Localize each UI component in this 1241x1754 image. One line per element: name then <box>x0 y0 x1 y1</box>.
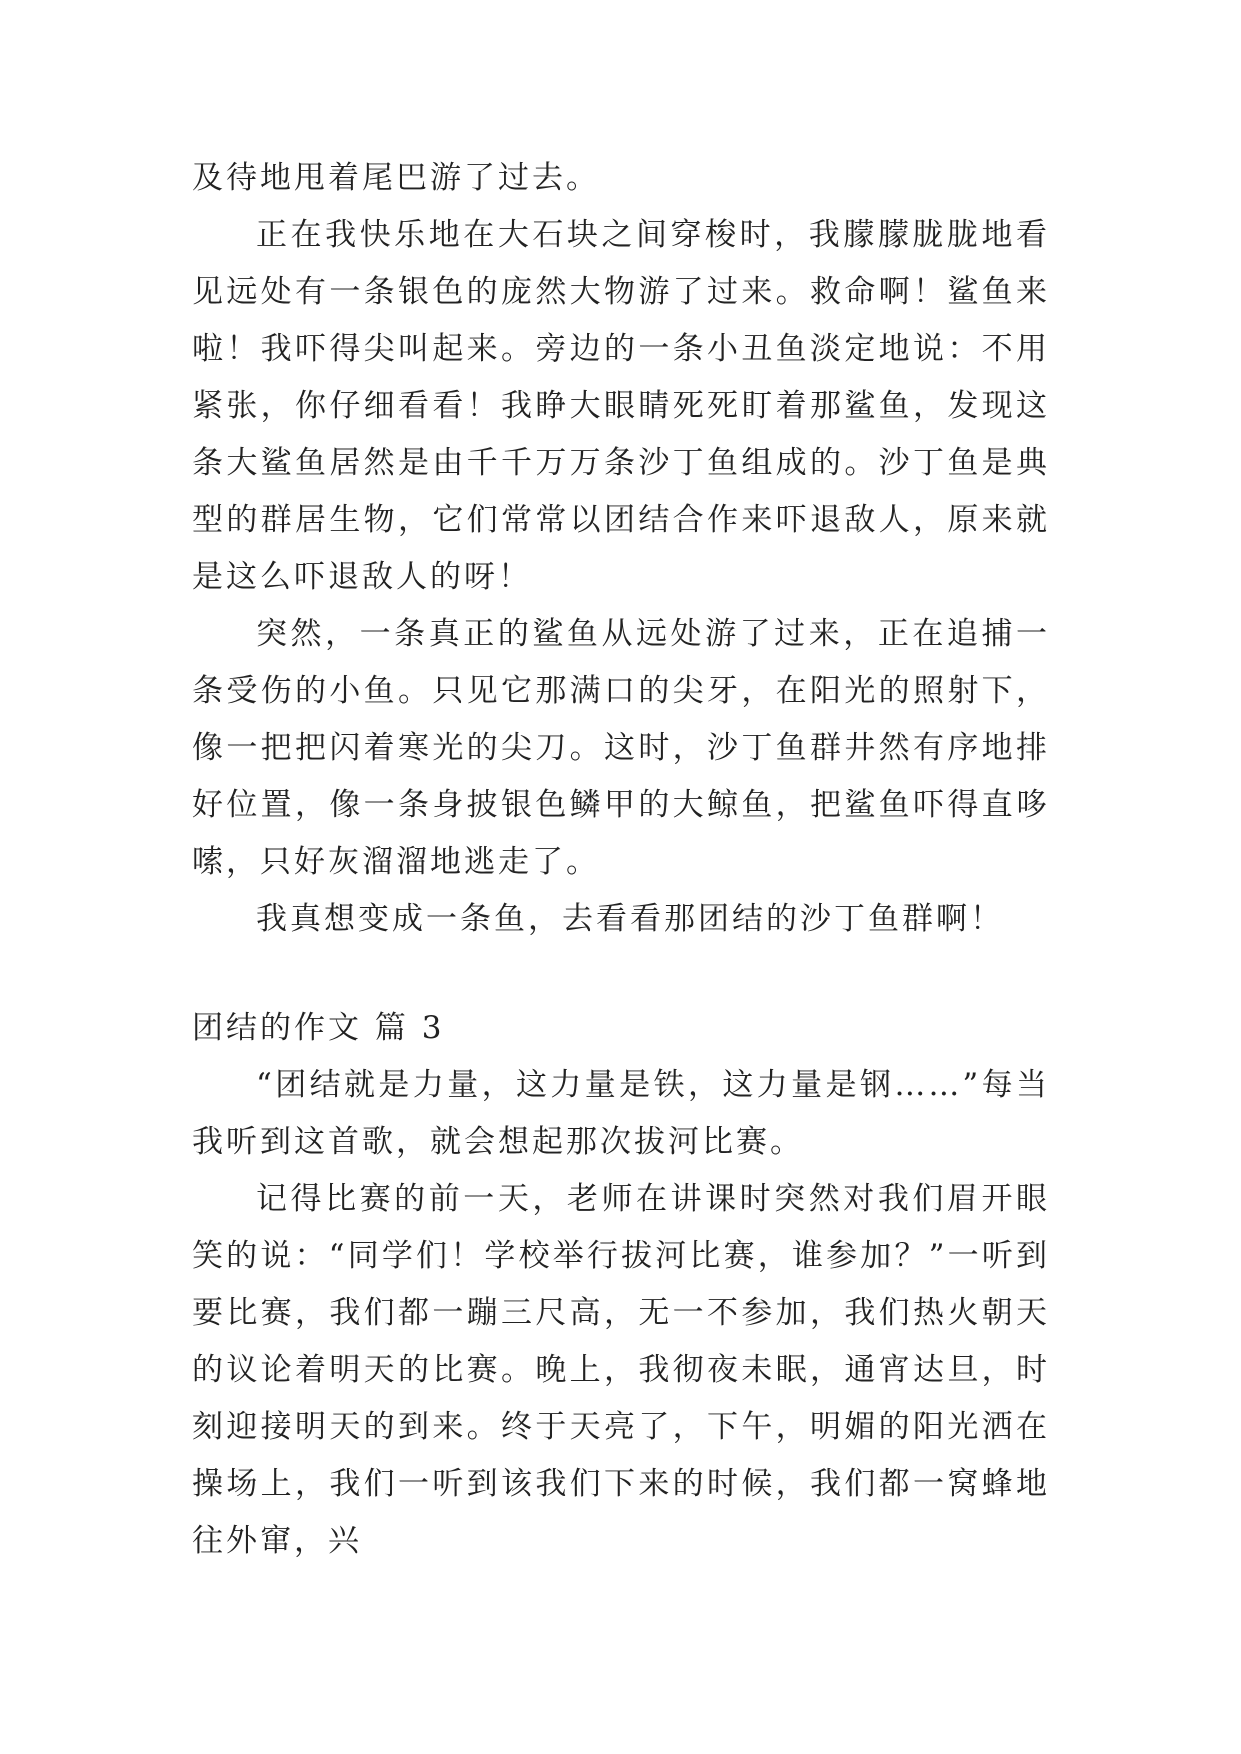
paragraph: 我真想变成一条鱼，去看看那团结的沙丁鱼群啊！ <box>256 901 1004 937</box>
paragraph-continuation: 及待地甩着尾巴游了过去。 <box>192 160 600 196</box>
section-heading: 团结的作文 篇 3 <box>192 1010 445 1046</box>
paragraph: “团结就是力量，这力量是铁，这力量是钢……”每当我听到这首歌，就会想起那次拔河比赛。 <box>192 1067 1050 1160</box>
paragraph: 记得比赛的前一天，老师在讲课时突然对我们眉开眼笑的说：“同学们！学校举行拔河比赛，谁参加？”一听到要比赛，我们都一蹦三尺高，无一不参加，我们热火朝天的议论着明天的比赛。晚上，我彻夜未眠，通宵达旦，时刻迎接明天的到来。终于天亮了，下午，明媚的阳光洒在操场上，我们一听到该我们下来的时候，我们都一窝蜂地往外窜，兴 <box>192 1181 1050 1559</box>
paragraph: 突然，一条真正的鲨鱼从远处游了过来，正在追捕一条受伤的小鱼。只见它那满口的尖牙，在阳光的照射下，像一把把闪着寒光的尖刀。这时，沙丁鱼群井然有序地排好位置，像一条身披银色鳞甲的大鲸鱼，把鲨鱼吓得直哆嗦，只好灰溜溜地逃走了。 <box>192 616 1050 880</box>
paragraph: 正在我快乐地在大石块之间穿梭时，我朦朦胧胧地看见远处有一条银色的庞然大物游了过来。救命啊！鲨鱼来啦！我吓得尖叫起来。旁边的一条小丑鱼淡定地说：不用紧张，你仔细看看！我睁大眼睛死死盯着那鲨鱼，发现这条大鲨鱼居然是由千千万万条沙丁鱼组成的。沙丁鱼是典型的群居生物，它们常常以团结合作来吓退敌人，原来就是这么吓退敌人的呀！ <box>192 217 1050 595</box>
document-body <box>192 150 1050 1570</box>
